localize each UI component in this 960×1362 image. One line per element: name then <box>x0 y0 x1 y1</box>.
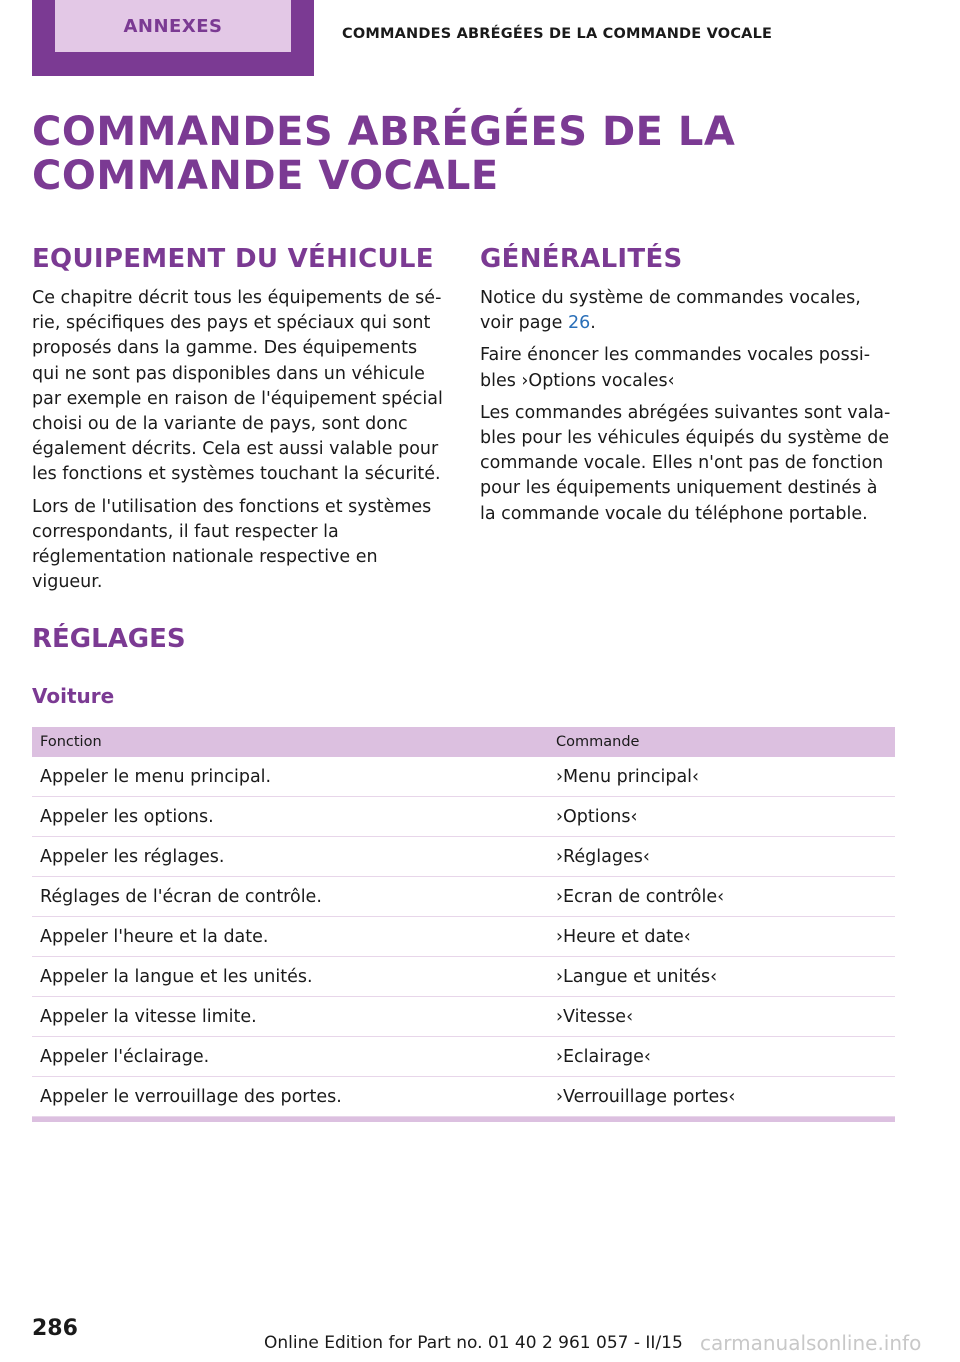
page-title-line-1: COMMANDES ABRÉGÉES DE LA <box>32 109 736 155</box>
command-cell: ›Vitesse‹ <box>548 997 895 1037</box>
command-cell: ›Verrouillage portes‹ <box>548 1077 895 1117</box>
page-link[interactable]: 26 <box>567 313 591 334</box>
equipment-heading: EQUIPEMENT DU VÉHICULE <box>32 244 434 274</box>
watermark: carmanualsonline.info <box>700 1331 922 1355</box>
function-cell: Appeler l'éclairage. <box>32 1037 548 1077</box>
page-title-line-2: COMMANDE VOCALE <box>32 153 499 199</box>
command-cell: ›Menu principal‹ <box>548 757 895 797</box>
command-cell: ›Réglages‹ <box>548 837 895 877</box>
function-cell: Réglages de l'écran de contrôle. <box>32 877 548 917</box>
table-row <box>32 917 895 957</box>
command-cell: ›Langue et unités‹ <box>548 957 895 997</box>
table-row <box>32 957 895 997</box>
table-row <box>32 797 895 837</box>
equipment-paragraph-2: Lors de l'utilisation des fonctions et systèmes correspondants, il faut respecter la réglementation nationale respective en vigueur. <box>32 496 432 593</box>
function-cell: Appeler le verrouillage des portes. <box>32 1077 548 1117</box>
page-title <box>32 110 912 198</box>
column-header-command: Commande <box>548 727 895 757</box>
function-cell: Appeler la vitesse limite. <box>32 997 548 1037</box>
general-section <box>480 242 896 534</box>
table-row <box>32 1077 895 1117</box>
function-cell: Appeler les options. <box>32 797 548 837</box>
column-header-function: Fonction <box>32 727 548 757</box>
general-paragraph-1-end: . <box>590 313 596 334</box>
table-header-row <box>32 727 895 757</box>
function-cell: Appeler l'heure et la date. <box>32 917 548 957</box>
equipment-paragraph-1: Ce chapitre décrit tous les équipements de série, spécifiques des pays et spéciaux qui sont proposés dans la gamme. Des équipements qui ne sont pas disponibles dans un véhicule par exemple en raison de l'équipement spécial choisi ou de la variante de pays, sont donc également décrits. Cela est aussi valable pour les fonctions et systèmes touchant la sécurité. <box>32 288 443 485</box>
general-paragraph-2: Faire énoncer les commandes vocales possibles ›Options vocales‹ <box>480 345 871 391</box>
function-cell: Appeler le menu principal. <box>32 757 548 797</box>
table-bottom-rule <box>32 1117 895 1122</box>
edition-note: Online Edition for Part no. 01 40 2 961 057 - II/15 <box>264 1333 683 1353</box>
general-paragraph-3: Les commandes abrégées suivantes sont valables pour les véhicules équipés du système de commande vocale. Elles n'ont pas de fonction pour les équipements uniquement destinés à la commande vocale du téléphone portable. <box>480 402 891 524</box>
page-number: 286 <box>32 1316 78 1341</box>
settings-subheading: Voiture <box>32 684 115 708</box>
chapter-tab-label: ANNEXES <box>55 0 291 52</box>
table-row <box>32 1037 895 1077</box>
command-cell: ›Options‹ <box>548 797 895 837</box>
table-row <box>32 997 895 1037</box>
equipment-section <box>32 242 448 602</box>
commands-table <box>32 727 895 1117</box>
command-cell: ›Heure et date‹ <box>548 917 895 957</box>
command-cell: ›Ecran de contrôle‹ <box>548 877 895 917</box>
command-cell: ›Eclairage‹ <box>548 1037 895 1077</box>
settings-heading: RÉGLAGES <box>32 624 186 654</box>
function-cell: Appeler les réglages. <box>32 837 548 877</box>
function-cell: Appeler la langue et les unités. <box>32 957 548 997</box>
general-heading: GÉNÉRALITÉS <box>480 244 683 274</box>
table-row <box>32 757 895 797</box>
chapter-tab <box>32 0 314 76</box>
general-paragraph-1-text: Notice du système de commandes vocales, voir page <box>480 288 861 334</box>
running-header: COMMANDES ABRÉGÉES DE LA COMMANDE VOCALE <box>342 26 773 42</box>
general-paragraph-1 <box>480 286 896 336</box>
table-row <box>32 877 895 917</box>
table-row <box>32 837 895 877</box>
